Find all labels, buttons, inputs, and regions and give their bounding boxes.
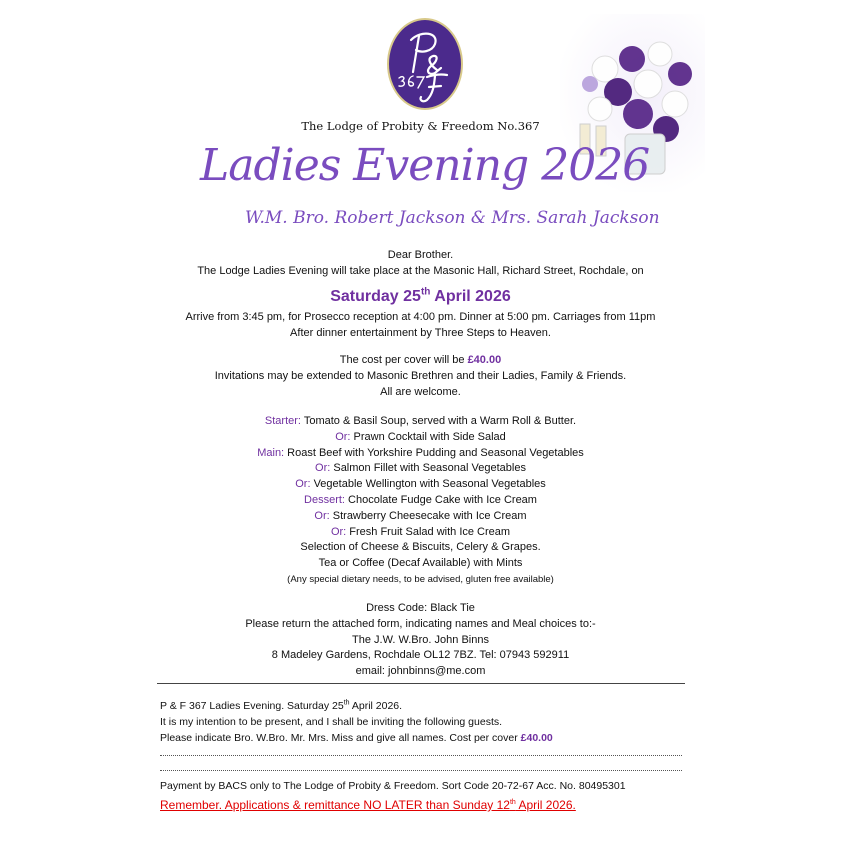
return-instructions: Please return the attached form, indicating names and Meal choices to:- bbox=[245, 617, 596, 630]
menu-item: Or: Salmon Fillet with Seasonal Vegetables bbox=[315, 462, 526, 475]
event-date: Saturday 25th April 2026 bbox=[330, 286, 511, 305]
welcome-line: All are welcome. bbox=[380, 385, 461, 398]
contact-address: 8 Madeley Gardens, Rochdale OL12 7BZ. Tel: 07943 592911 bbox=[271, 649, 570, 662]
menu-extra: Tea or Coffee (Decaf Available) with Mints bbox=[318, 557, 523, 570]
venue-text: The Lodge Ladies Evening will take place at the Masonic Hall, Richard Street, Rochdale, on bbox=[197, 264, 644, 277]
menu-item: Main: Roast Beef with Yorkshire Pudding and Seasonal Vegetables bbox=[257, 446, 584, 459]
guest-names-line-2[interactable] bbox=[160, 770, 682, 771]
menu bbox=[0, 414, 841, 588]
menu-item: Or: Vegetable Wellington with Seasonal Vegetables bbox=[295, 478, 546, 491]
contact-block bbox=[0, 601, 841, 680]
deadline-reminder: Remember. Applications & remittance NO LATER than Sunday 12th April 2026. bbox=[160, 798, 576, 812]
menu-item: Or: Prawn Cocktail with Side Salad bbox=[335, 430, 506, 443]
invitations-line: Invitations may be extended to Masonic Brethren and their Ladies, Family & Friends. bbox=[214, 369, 627, 382]
menu-item: Dessert: Chocolate Fudge Cake with Ice Cream bbox=[304, 493, 537, 506]
timing-line: Arrive from 3:45 pm, for Prosecco reception at 4:00 pm. Dinner at 5:00 pm. Carriages from 11pm bbox=[185, 311, 656, 323]
menu-item: Or: Strawberry Cheesecake with Ice Cream bbox=[314, 509, 527, 522]
cost-line: The cost per cover will be £40.00 bbox=[339, 354, 502, 366]
payment-details: Payment by BACS only to The Lodge of Probity & Freedom. Sort Code 20-72-67 Acc. No. 80495301 bbox=[160, 780, 626, 792]
form-heading: P & F 367 Ladies Evening. Saturday 25th April 2026. bbox=[160, 699, 403, 712]
dietary-note: (Any special dietary needs, to be advised, gluten free available) bbox=[287, 573, 554, 585]
hosts-line: W.M. Bro. Robert Jackson & Mrs. Sarah Jackson bbox=[245, 208, 660, 228]
dress-code: Dress Code: Black Tie bbox=[366, 602, 475, 614]
logo-monogram-icon bbox=[389, 20, 461, 108]
form-instructions: Please indicate Bro. W.Bro. Mr. Mrs. Miss and give all names. Cost per cover £40.00 bbox=[160, 731, 553, 744]
lodge-logo bbox=[387, 18, 463, 110]
form-intention: It is my intention to be present, and I shall be inviting the following guests. bbox=[160, 715, 503, 728]
menu-item: Starter: Tomato & Basil Soup, served with a Warm Roll & Butter. bbox=[264, 415, 577, 427]
menu-extra: Selection of Cheese & Biscuits, Celery & Grapes. bbox=[300, 541, 541, 554]
reply-form bbox=[160, 699, 553, 746]
guest-names-line-1[interactable] bbox=[160, 755, 682, 756]
divider bbox=[157, 683, 685, 684]
greeting: Dear Brother. bbox=[387, 249, 454, 261]
lodge-name: The Lodge of Probity & Freedom No.367 bbox=[301, 119, 540, 133]
entertainment-line: After dinner entertainment by Three Steps to Heaven. bbox=[290, 326, 551, 339]
contact-name: The J.W. W.Bro. John Binns bbox=[352, 633, 489, 646]
event-title: Ladies Evening 2026 bbox=[200, 140, 650, 191]
menu-item: Or: Fresh Fruit Salad with Ice Cream bbox=[330, 525, 511, 538]
contact-email: email: johnbinns@me.com bbox=[355, 665, 486, 678]
